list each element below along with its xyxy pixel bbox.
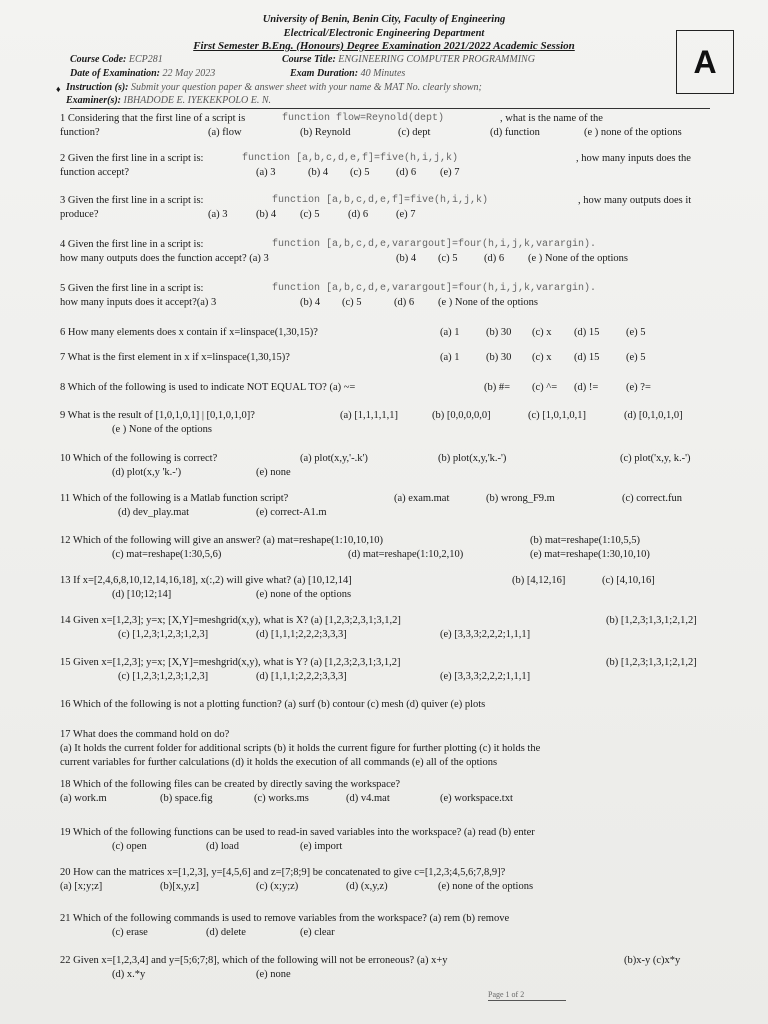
question-segment: , how many inputs does the bbox=[576, 153, 691, 164]
question-segment: (b) wrong_F9.m bbox=[486, 493, 555, 504]
question-line bbox=[60, 238, 740, 252]
question-9 bbox=[60, 409, 740, 437]
question-19 bbox=[60, 826, 740, 854]
question-segment: (b)[x,y,z] bbox=[160, 881, 199, 892]
question-segment: how many inputs does it accept?(a) 3 bbox=[60, 297, 217, 308]
question-13 bbox=[60, 574, 740, 602]
question-segment: (d) (x,y,z) bbox=[346, 881, 388, 892]
question-text: 11 Which of the following is a Matlab function script? bbox=[60, 493, 289, 504]
university-title: University of Benin, Benin City, Faculty of Engineering bbox=[262, 14, 506, 25]
question-line bbox=[60, 778, 740, 792]
question-segment: (b) [0,0,0,0,0] bbox=[432, 410, 491, 421]
question-segment: (c) correct.fun bbox=[622, 493, 683, 504]
question-segment: (d) [1,1,1;2,2,2;3,3,3] bbox=[256, 671, 347, 682]
question-segment: (e) 7 bbox=[396, 209, 416, 220]
question-text: 8 Which of the following is used to indicate NOT EQUAL TO? (a) ~= bbox=[60, 382, 356, 393]
question-line bbox=[60, 588, 740, 602]
question-text: 10 Which of the following is correct? bbox=[60, 453, 218, 464]
question-segment: (e) none of the options bbox=[256, 589, 352, 600]
question-line bbox=[60, 423, 740, 437]
question-segment: (a) work.m bbox=[60, 793, 107, 804]
question-line bbox=[60, 326, 740, 340]
question-line bbox=[60, 756, 740, 770]
question-text: 2 Given the first line in a script is: bbox=[60, 153, 204, 164]
question-segment: (c) plot('x,y, k.-') bbox=[620, 453, 691, 464]
question-line bbox=[60, 351, 740, 365]
question-segment: (e) correct-A1.m bbox=[256, 507, 327, 518]
question-segment: (c) mat=reshape(1:30,5,6) bbox=[112, 549, 222, 560]
question-line bbox=[60, 452, 740, 466]
question-segment: (b) mat=reshape(1:10,5,5) bbox=[530, 535, 641, 546]
question-18 bbox=[60, 778, 740, 806]
question-line bbox=[60, 926, 740, 940]
question-text: 7 What is the first element in x if x=linspace(1,30,15)? bbox=[60, 352, 290, 363]
question-segment: (e) 5 bbox=[626, 352, 646, 363]
question-segment: (c) x bbox=[532, 352, 552, 363]
question-segment: (d) plot(x,y 'k.-') bbox=[112, 467, 182, 478]
question-segment: (e) 7 bbox=[440, 167, 460, 178]
question-segment: (b) #= bbox=[484, 382, 511, 393]
question-segment: (a) It holds the current folder for additional scripts (b) it holds the current figure for further plotting (c) it holds the bbox=[60, 743, 541, 754]
question-segment: (a) 3 bbox=[256, 167, 276, 178]
question-segment: function? bbox=[60, 127, 100, 138]
question-segment: (d) 6 bbox=[484, 253, 505, 264]
question-segment: (b)x-y (c)x*y bbox=[624, 955, 681, 966]
question-segment: function [a,b,c,d,e,f]=five(h,i,j,k) bbox=[272, 195, 489, 206]
question-segment: (d) [0,1,0,1,0] bbox=[624, 410, 683, 421]
question-segment: (c) 5 bbox=[350, 167, 370, 178]
question-segment: (e) 5 bbox=[626, 327, 646, 338]
question-text: 12 Which of the following will give an answer? (a) mat=reshape(1:10,10,10) bbox=[60, 535, 383, 546]
question-segment: (e) import bbox=[300, 841, 343, 852]
question-segment: (e) [3,3,3;2,2,2;1,1,1] bbox=[440, 671, 531, 682]
page-number: Page 1 of 2 bbox=[488, 990, 566, 1001]
question-segment: (a) plot(x,y,'-.k') bbox=[300, 453, 368, 464]
question-segment: (c) [1,2,3;1,2,3;1,2,3] bbox=[118, 671, 209, 682]
question-segment: (d) [10;12;14] bbox=[112, 589, 172, 600]
question-text: 19 Which of the following functions can be used to read-in saved variables into the workspace? (a) read (b) enter bbox=[60, 827, 535, 838]
question-segment: (c) 5 bbox=[438, 253, 458, 264]
question-segment: (b) [1,2,3;1,3,1;2,1,2] bbox=[606, 615, 697, 626]
question-14 bbox=[60, 614, 740, 642]
examiners: IBHADODE E. IYEKEKPOLO E. N. bbox=[123, 95, 271, 106]
question-segment: , what is the name of the bbox=[500, 113, 603, 124]
question-21 bbox=[60, 912, 740, 940]
question-line bbox=[60, 252, 740, 266]
question-segment: (a) [x;y;z] bbox=[60, 881, 103, 892]
question-segment: (c) open bbox=[112, 841, 147, 852]
question-segment: function [a,b,c,d,e,f]=five(h,i,j,k) bbox=[242, 153, 459, 164]
exam-date: 22 May 2023 bbox=[162, 68, 216, 79]
question-segment: (b) space.fig bbox=[160, 793, 213, 804]
question-line bbox=[60, 670, 740, 684]
question-line bbox=[60, 574, 740, 588]
question-line bbox=[60, 208, 740, 222]
exam-session-title: First Semester B.Eng. (Honours) Degree Examination 2021/2022 Academic Session bbox=[193, 40, 575, 52]
question-segment: (e) [3,3,3;2,2,2;1,1,1] bbox=[440, 629, 531, 640]
question-text: 6 How many elements does x contain if x=linspace(1,30,15)? bbox=[60, 327, 318, 338]
question-segment: (d) dev_play.mat bbox=[118, 507, 190, 518]
question-segment: (b) 4 bbox=[300, 297, 321, 308]
question-text: 9 What is the result of [1,0,1,0,1] | [0,1,0,1,0]? bbox=[60, 410, 255, 421]
question-segment: (b) 30 bbox=[486, 352, 512, 363]
question-segment: (b) [4,12,16] bbox=[512, 575, 566, 586]
question-line bbox=[60, 126, 740, 140]
question-line bbox=[60, 880, 740, 894]
question-line bbox=[60, 656, 740, 670]
question-text: 3 Given the first line in a script is: bbox=[60, 195, 204, 206]
question-segment: (d) 6 bbox=[394, 297, 415, 308]
course-title-line: Course Title: ENGINEERING COMPUTER PROGRAMMING bbox=[282, 54, 535, 65]
question-8 bbox=[60, 381, 740, 395]
question-text: 22 Given x=[1,2,3,4] and y=[5;6;7;8], which of the following will not be erroneous? (a) x+y bbox=[60, 955, 448, 966]
question-segment: (c) x bbox=[532, 327, 552, 338]
department-title: Electrical/Electronic Engineering Department bbox=[283, 28, 485, 39]
header-divider bbox=[70, 108, 710, 109]
question-segment: (e ) None of the options bbox=[438, 297, 539, 308]
question-segment: (d) function bbox=[490, 127, 540, 138]
question-line bbox=[60, 381, 740, 395]
question-line bbox=[60, 152, 740, 166]
question-17 bbox=[60, 728, 740, 770]
question-line bbox=[60, 534, 740, 548]
exam-duration-line: Exam Duration: 40 Minutes bbox=[290, 68, 406, 79]
question-segment: (d) 15 bbox=[574, 327, 600, 338]
question-11 bbox=[60, 492, 740, 520]
question-line bbox=[60, 840, 740, 854]
question-segment: (d) v4.mat bbox=[346, 793, 390, 804]
question-20 bbox=[60, 866, 740, 894]
question-3 bbox=[60, 194, 740, 222]
question-5 bbox=[60, 282, 740, 310]
question-line bbox=[60, 282, 740, 296]
question-segment: (d) 15 bbox=[574, 352, 600, 363]
question-segment: (e) none of the options bbox=[438, 881, 534, 892]
question-segment: function accept? bbox=[60, 167, 130, 178]
question-22 bbox=[60, 954, 740, 982]
question-segment: (b) [1,2,3;1,3,1;2,1,2] bbox=[606, 657, 697, 668]
question-15 bbox=[60, 656, 740, 684]
question-segment: (c) dept bbox=[398, 127, 431, 138]
question-line bbox=[60, 614, 740, 628]
question-line bbox=[60, 742, 740, 756]
question-line bbox=[60, 492, 740, 506]
question-segment: (b) 30 bbox=[486, 327, 512, 338]
question-segment: (d) mat=reshape(1:10,2,10) bbox=[348, 549, 464, 560]
question-line bbox=[60, 698, 740, 712]
question-line bbox=[60, 792, 740, 806]
course-title: ENGINEERING COMPUTER PROGRAMMING bbox=[338, 54, 535, 65]
course-code-line: Course Code: ECP281 bbox=[70, 54, 163, 65]
question-line bbox=[60, 548, 740, 562]
question-line bbox=[60, 912, 740, 926]
question-line bbox=[60, 826, 740, 840]
question-segment: (c) erase bbox=[112, 927, 148, 938]
question-segment: , how many outputs does it bbox=[578, 195, 692, 206]
question-text: 21 Which of the following commands is used to remove variables from the workspace? (a) rem (b) remove bbox=[60, 913, 510, 924]
question-line bbox=[60, 628, 740, 642]
question-segment: (c) 5 bbox=[342, 297, 362, 308]
question-segment: produce? bbox=[60, 209, 99, 220]
question-segment: (c) works.ms bbox=[254, 793, 309, 804]
question-10 bbox=[60, 452, 740, 480]
question-text: 14 Given x=[1,2,3]; y=x; [X,Y]=meshgrid(x,y), what is X? (a) [1,2,3;2,3,1;3,1,2] bbox=[60, 615, 401, 626]
question-line bbox=[60, 866, 740, 880]
question-text: 16 Which of the following is not a plotting function? (a) surf (b) contour (c) mesh (d) quiver (e) plots bbox=[60, 699, 486, 710]
question-line bbox=[60, 728, 740, 742]
question-text: 4 Given the first line in a script is: bbox=[60, 239, 204, 250]
question-segment: (d) x.*y bbox=[112, 969, 146, 980]
question-segment: (c) 5 bbox=[300, 209, 320, 220]
question-text: 5 Given the first line in a script is: bbox=[60, 283, 204, 294]
question-4 bbox=[60, 238, 740, 266]
question-segment: (c) [4,10,16] bbox=[602, 575, 655, 586]
question-line bbox=[60, 506, 740, 520]
question-segment: (d) != bbox=[574, 382, 599, 393]
question-segment: (a) 3 bbox=[208, 209, 228, 220]
question-segment: how many outputs does the function accept? (a) 3 bbox=[60, 253, 269, 264]
question-line bbox=[60, 466, 740, 480]
exam-date-line: Date of Examination: 22 May 2023 bbox=[70, 68, 216, 79]
question-segment: (b) Reynold bbox=[300, 127, 351, 138]
question-segment: (e ) none of the options bbox=[584, 127, 682, 138]
course-code: ECP281 bbox=[128, 54, 163, 65]
question-segment: (d) [1,1,1;2,2,2;3,3,3] bbox=[256, 629, 347, 640]
question-segment: (c) [1,2,3;1,2,3;1,2,3] bbox=[118, 629, 209, 640]
question-segment: (b) 4 bbox=[256, 209, 277, 220]
question-text: 17 What does the command hold on do? bbox=[60, 729, 230, 740]
question-line bbox=[60, 968, 740, 982]
question-segment: function [a,b,c,d,e,varargout]=four(h,i,j,k,varargin). bbox=[272, 239, 597, 250]
question-segment: (a) exam.mat bbox=[394, 493, 450, 504]
question-segment: (e) none bbox=[256, 969, 291, 980]
question-segment: function [a,b,c,d,e,varargout]=four(h,i,j,k,varargin). bbox=[272, 283, 597, 294]
question-segment: (e) mat=reshape(1:30,10,10) bbox=[530, 549, 650, 560]
question-segment: function flow=Reynold(dept) bbox=[282, 113, 445, 124]
question-segment: (e) workspace.txt bbox=[440, 793, 513, 804]
question-segment: (d) 6 bbox=[348, 209, 369, 220]
question-segment: (e) ?= bbox=[626, 382, 651, 393]
question-line bbox=[60, 409, 740, 423]
question-7 bbox=[60, 351, 740, 365]
question-segment: (e) none bbox=[256, 467, 291, 478]
question-line bbox=[60, 194, 740, 208]
question-6 bbox=[60, 326, 740, 340]
question-segment: (d) delete bbox=[206, 927, 246, 938]
examiners-line: Examiner(s): IBHADODE E. IYEKEKPOLO E. N. bbox=[66, 95, 271, 106]
question-segment: (c) (x;y;z) bbox=[256, 881, 299, 892]
question-12 bbox=[60, 534, 740, 562]
question-segment: (a) 1 bbox=[440, 352, 460, 363]
question-text: 15 Given x=[1,2,3]; y=x; [X,Y]=meshgrid(x,y), what is Y? (a) [1,2,3;2,3,1;3,1,2] bbox=[60, 657, 401, 668]
question-line bbox=[60, 166, 740, 180]
question-line bbox=[60, 112, 740, 126]
question-segment: (d) 6 bbox=[396, 167, 417, 178]
question-segment: (e) clear bbox=[300, 927, 335, 938]
question-segment: (e ) None of the options bbox=[528, 253, 629, 264]
question-segment: (b) 4 bbox=[396, 253, 417, 264]
question-segment: (a) flow bbox=[208, 127, 242, 138]
question-segment: (e ) None of the options bbox=[112, 424, 213, 435]
question-1 bbox=[60, 112, 740, 140]
question-16 bbox=[60, 698, 740, 712]
question-segment: (c) ^= bbox=[532, 382, 558, 393]
question-segment: (d) load bbox=[206, 841, 239, 852]
question-segment: current variables for further calculations (d) it holds the execution of all commands (e) all of the options bbox=[60, 757, 498, 768]
question-text: 20 How can the matrices x=[1,2,3], y=[4,5,6] and z=[7;8;9] be concatenated to give c=[1,2,3;4,5,6;7,8,9]? bbox=[60, 867, 506, 878]
question-segment: (a) 1 bbox=[440, 327, 460, 338]
question-text: 18 Which of the following files can be created by directly saving the workspace? bbox=[60, 779, 401, 790]
exam-duration: 40 Minutes bbox=[360, 68, 406, 79]
bullet-icon: ♦ bbox=[56, 84, 61, 94]
question-segment: (c) [1,0,1,0,1] bbox=[528, 410, 587, 421]
question-2 bbox=[60, 152, 740, 180]
paper-version-box: A bbox=[676, 30, 734, 94]
question-line bbox=[60, 954, 740, 968]
question-text: 1 Considering that the first line of a script is bbox=[60, 113, 246, 124]
question-line bbox=[60, 296, 740, 310]
instruction-line: Instruction (s): Submit your question paper & answer sheet with your name & MAT No. clearly shown; bbox=[66, 82, 482, 93]
instruction-text: Submit your question paper & answer sheet with your name & MAT No. clearly shown; bbox=[131, 82, 482, 93]
question-segment: (b) 4 bbox=[308, 167, 329, 178]
question-segment: (b) plot(x,y,'k.-') bbox=[438, 453, 507, 464]
question-segment: (a) [1,1,1,1,1] bbox=[340, 410, 399, 421]
question-text: 13 If x=[2,4,6,8,10,12,14,16,18], x(:,2) will give what? (a) [10,12,14] bbox=[60, 575, 352, 586]
